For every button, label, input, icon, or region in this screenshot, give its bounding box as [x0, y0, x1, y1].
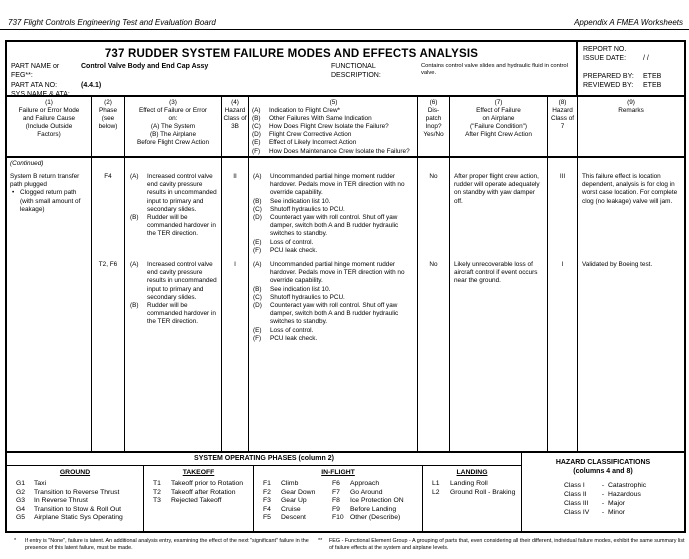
column-header-2: (2) Phase (see below) [92, 97, 125, 156]
column-header-8: (8) Hazard Class of 7 [548, 97, 578, 156]
hazard7-row2: I [561, 261, 564, 268]
header-line: below) [98, 123, 118, 131]
phase-item: G4 Transition to Stow & Roll Out [16, 505, 122, 513]
header-lettered-item: (C) How Does Flight Crew Isolate the Failure? [252, 123, 389, 131]
issue-date-value: / / [643, 55, 649, 63]
header-line: Failure or Error Mode [18, 107, 80, 115]
footnote: ** FEG - Functional Element Group - A grouping of parts that, even considering all their different, individual failure modes, exhibit the same summary list of failure effects at the system and airplane levels. [317, 538, 685, 551]
header-line: Effect of Failure [476, 107, 521, 115]
report-block [576, 42, 684, 95]
column-header-3: (3) Effect of Failure or Error on: (A) The System (B) The Airplane Before Flight Crew Action [125, 97, 222, 156]
header-line: Factors) [37, 131, 61, 139]
ground-section [7, 466, 144, 531]
prepared-by-value: ETEB [643, 72, 662, 80]
body-col-hazard-3b [222, 158, 249, 451]
part-ata-value: (4.4.1) [81, 81, 102, 89]
header-line: on: [168, 115, 178, 123]
phase-row1: F4 [104, 173, 112, 180]
body-col-failure-mode [7, 158, 92, 451]
remarks-row1: This failure effect is location dependent, analysis is for clog in worst case location. For complete clog (no leakage) valve will jam. [582, 173, 678, 205]
effects-row1 [125, 173, 221, 239]
page-header [0, 13, 689, 30]
phase-item: G5 Airplane Static Sys Operating [16, 514, 123, 522]
phase-item: F8 Ice Protection ON [332, 497, 404, 505]
effect-after-row2: Likely unrecoverable loss of aircraft control if event occurs near the ground. [454, 261, 538, 285]
header-lettered-item: (B) Other Failures With Same Indication [252, 115, 372, 123]
header-line: Class of [550, 115, 575, 123]
title-row [7, 42, 684, 97]
phase-item: F10 Other (Describe) [332, 514, 401, 522]
header-line: 3B [231, 123, 239, 131]
footnotes [14, 538, 685, 552]
header-line: (A) The System [150, 123, 196, 131]
hazard3b-row1: II [233, 173, 237, 180]
phase-item: F4 Cruise [263, 505, 301, 513]
part-info [7, 62, 576, 95]
header-line: Class of [223, 115, 247, 123]
header-line: (Include Outside [25, 123, 73, 131]
column-header-1: (1) Failure or Error Mode and Failure Cause (Include Outside Factors) [7, 97, 92, 156]
takeoff-title: TAKEOFF [182, 469, 215, 476]
worksheet-title: 737 RUDDER SYSTEM FAILURE MODES AND EFFECTS ANALYSIS [104, 48, 479, 60]
prepared-by-label: PREPARED BY: [583, 72, 634, 80]
header-line: Effect of Failure or Error [138, 107, 208, 115]
header-line: After Flight Crew Action [465, 131, 532, 139]
failure-mode-title: System B return transfer path plugged [10, 173, 80, 189]
page-header-left: 737 Flight Controls Engineering Test and Evaluation Board [8, 18, 216, 27]
hazard-class-item: Class III - Major [564, 500, 625, 507]
header-line: on Airplane [482, 115, 515, 123]
inflight-title: IN-FLIGHT [321, 469, 355, 476]
functional-description-label: FUNCTIONAL DESCRIPTION: [331, 63, 381, 80]
body-col-phase [92, 158, 125, 451]
body-col-indications [249, 158, 418, 451]
indication-item: (D) Counteract yaw with roll control. Shut off yaw damper, switch both A and B rudder hydraulic switches to standby. [253, 302, 399, 326]
header-line: Remarks [618, 107, 644, 115]
takeoff-section [144, 466, 254, 531]
indication-item: (D) Counteract yaw with roll control. Shut off yaw damper, switch both A and B rudder hydraulic switches to standby. [253, 214, 399, 238]
header-line: Before Flight Crew Action [136, 139, 210, 147]
indications-row1 [249, 173, 417, 255]
phase-item: F7 Go Around [332, 488, 383, 496]
body-col-remarks [578, 158, 684, 451]
hazard-class-item: Class I - Catastrophic [564, 482, 647, 489]
reviewed-by-label: REVIEWED BY: [583, 81, 634, 89]
body-col-effect-after [450, 158, 548, 451]
effect-item: (A) Increased control valve end cavity pressure results in uncommanded input to primary and secondary slides. [130, 261, 217, 301]
legend-section [7, 451, 684, 531]
phase-item: F9 Before Landing [332, 505, 397, 513]
header-line: (see [101, 115, 115, 123]
header-line: Dis- [427, 107, 440, 115]
dispatch-row1: No [429, 173, 438, 180]
hazard-class-item: Class IV - Minor [564, 509, 625, 516]
hazard-classifications-title: HAZARD CLASSIFICATIONS [555, 459, 651, 466]
column-header-7: (7) Effect of Failure on Airplane ("Failure Condition") After Flight Crew Action [450, 97, 548, 156]
header-line: Inop? [425, 123, 442, 131]
operating-phases-title: SYSTEM OPERATING PHASES (column 2) [7, 453, 521, 466]
effect-item: (B) Rudder will be commanded hardover in the TER direction. [130, 214, 216, 238]
hazard-class-item: Class II - Hazardous [564, 491, 641, 498]
hazard-classifications-subtitle: (columns 4 and 8) [573, 468, 633, 475]
issue-date-label: ISSUE DATE: [583, 55, 627, 63]
body-col-hazard-7 [548, 158, 578, 451]
header-lettered-item: (F) How Does Maintenance Crew Isolate the Failure? [252, 147, 410, 155]
header-line: 7 [560, 123, 565, 131]
part-name-label: PART NAME or FEG**: [11, 63, 60, 80]
inflight-section [254, 466, 423, 531]
header-line: and Failure Cause [22, 115, 76, 123]
part-ata-label: PART ATA NO: [11, 81, 58, 89]
header-line: patch [425, 115, 442, 123]
indication-item: (E) Loss of control. [253, 326, 314, 334]
phase-item: F6 Approach [332, 480, 380, 487]
body-col-dispatch [418, 158, 450, 451]
remarks-row2: Validated by Boeing test. [582, 261, 653, 268]
phase-item: G2 Transition to Reverse Thrust [16, 488, 120, 496]
indication-item: (F) PCU leak check. [253, 246, 318, 254]
indication-item: (E) Loss of control. [253, 238, 314, 246]
effect-after-row1: After proper flight crew action, rudder will operate adequately on standby with yaw damper off. [454, 173, 540, 205]
header-lettered-item: (E) Effect of Likely Incorrect Action [252, 139, 357, 147]
phase-item: G3 In Reverse Thrust [16, 497, 88, 505]
phase-item: T1 Takeoff prior to Rotation [153, 480, 244, 487]
reviewed-by-value: ETEB [643, 81, 662, 89]
column-header-5: (5) (A) Indication to Flight Crew* (B) Other Failures With Same Indication (C) How Does Flight Crew Isolate the Failure? (D) Flight Crew Corrective Action (E) Effect of Likely Incorrect Action (F) How Does Maintenance Crew Isolate the Failure? [249, 97, 418, 156]
report-no-label: REPORT NO. [583, 46, 627, 53]
hazard-classifications [522, 453, 684, 531]
phase-item: L2 Ground Roll - Braking [432, 488, 516, 496]
phase-item: F3 Gear Up [263, 497, 307, 505]
hazard3b-row2: I [234, 261, 236, 268]
indication-item: (B) See indication list 10. [253, 285, 331, 293]
header-line: ("Failure Condition") [469, 123, 528, 131]
landing-section [423, 466, 521, 531]
column-headers [7, 97, 684, 158]
hazard7-row1: III [559, 173, 566, 180]
worksheet-body [7, 158, 684, 451]
ground-title: GROUND [59, 469, 91, 476]
phase-item: F1 Climb [263, 480, 299, 487]
indication-item: (C) Shutoff hydraulics to PCU. [253, 293, 345, 301]
failure-cause-bullet: • Clogged return path (with small amount of leakage) [12, 189, 81, 213]
column-header-9: (9) Remarks [578, 97, 684, 156]
functional-description-value: Contains control valve slides and hydraulic fluid in control valve. [421, 63, 568, 76]
sys-name-label: SYS NAME & ATA: [11, 90, 70, 95]
page-header-right: Appendix A FMEA Worksheets [574, 18, 683, 27]
column-header-6: (6) Dis- patch Inop? Yes/No [418, 97, 450, 156]
phase-item: F2 Gear Down [263, 488, 316, 496]
fmea-worksheet-frame [5, 40, 686, 533]
effect-item: (B) Rudder will be commanded hardover in the TER direction. [130, 302, 216, 326]
identification-block [7, 42, 576, 95]
operating-phases [7, 453, 522, 531]
indication-item: (B) See indication list 10. [253, 197, 331, 205]
indication-item: (F) PCU leak check. [253, 334, 318, 342]
indication-item: (A) Uncommanded partial hinge moment rudder hardover. Pedals move in TER direction with no override capability. [253, 173, 405, 197]
header-line: Yes/No [423, 131, 444, 139]
landing-title: LANDING [456, 469, 488, 476]
phase-item: L1 Landing Roll [432, 480, 488, 487]
body-col-effect [125, 158, 222, 451]
header-line: (B) The Airplane [149, 131, 197, 139]
phase-item: T3 Rejected Takeoff [153, 497, 222, 505]
header-lettered-item: (D) Flight Crew Corrective Action [252, 131, 352, 139]
phase-row2: T2, F6 [98, 261, 118, 268]
phase-item: F5 Descent [263, 514, 306, 522]
header-lettered-item: (A) Indication to Flight Crew* [252, 107, 341, 115]
column-header-4: (4) Hazard Class of 3B [222, 97, 249, 156]
header-line: Phase [98, 107, 118, 115]
footnote: * If entry is "None", failure is latent. An additional analysis entry, examining the effect of the next "significant" failure in the presence of this latent failure, must be made. [14, 538, 309, 551]
indication-item: (C) Shutoff hydraulics to PCU. [253, 205, 345, 213]
header-line: Hazard [552, 107, 573, 115]
phase-item: T2 Takeoff after Rotation [153, 488, 236, 496]
indication-item: (A) Uncommanded partial hinge moment rudder hardover. Pedals move in TER direction with no override capability. [253, 261, 405, 285]
header-line: Hazard [224, 107, 246, 115]
indications-row2 [249, 261, 417, 343]
dispatch-row2: No [429, 261, 438, 268]
effect-item: (A) Increased control valve end cavity pressure results in uncommanded input to primary and secondary slides. [130, 173, 217, 213]
phase-item: G1 Taxi [16, 480, 47, 487]
continued-note: (Continued) [10, 160, 44, 167]
part-name-value: Control Valve Body and End Cap Assy [81, 63, 209, 70]
effects-row2 [125, 261, 221, 327]
